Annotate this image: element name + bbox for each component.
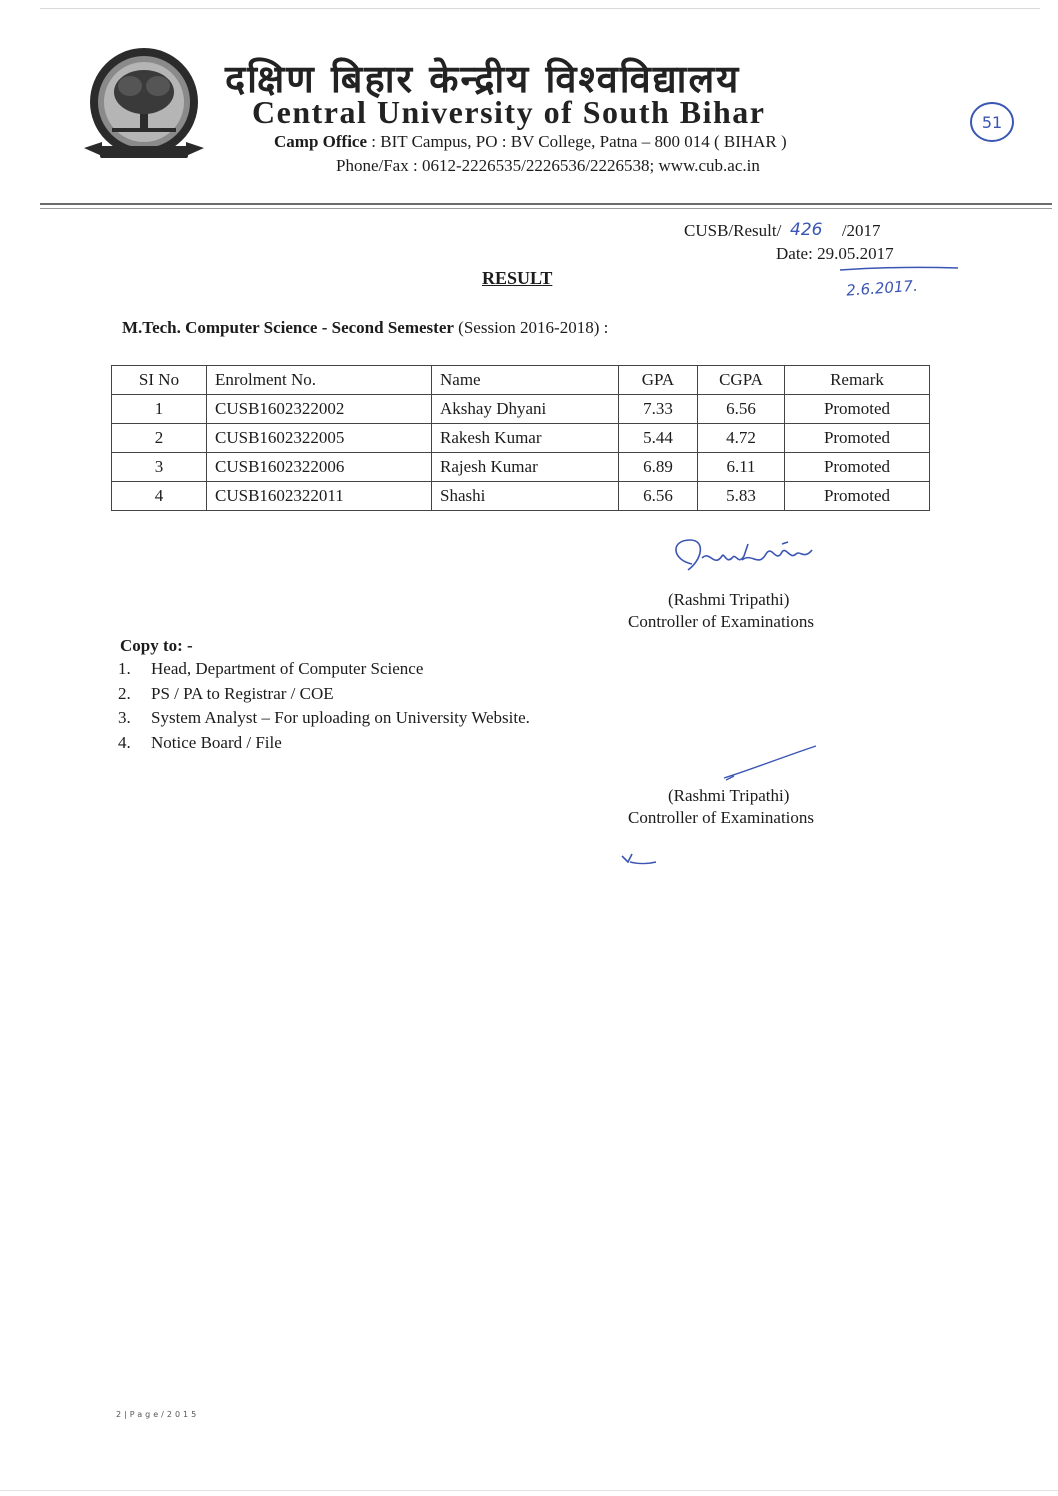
list-item xyxy=(118,708,530,733)
table-row xyxy=(112,482,930,511)
cell-sl-no: 2 xyxy=(112,424,207,453)
cell-cgpa: 6.56 xyxy=(698,395,785,424)
list-item-text: PS / PA to Registrar / COE xyxy=(151,683,334,703)
university-name-hindi: दक्षिण बिहार केन्द्रीय विश्वविद्यालय xyxy=(225,57,741,101)
table-header-row xyxy=(112,366,930,395)
cell-cgpa: 5.83 xyxy=(698,482,785,511)
column-header-enrolment: Enrolment No. xyxy=(207,366,432,395)
camp-office-label: Camp Office xyxy=(274,132,368,151)
cell-remark: Promoted xyxy=(785,453,930,482)
cell-enrolment: CUSB1602322011 xyxy=(207,482,432,511)
reference-number xyxy=(684,218,881,241)
list-item-text: Head, Department of Computer Science xyxy=(151,659,424,678)
cell-gpa: 6.89 xyxy=(619,453,698,482)
signatory-title-copy: Controller of Examinations xyxy=(628,808,815,827)
contact-line: Phone/Fax : 0612-2226535/2226536/2226538; www.cub.ac.in xyxy=(336,156,760,175)
issue-date: Date: 29.05.2017 xyxy=(776,244,894,263)
top-border-line xyxy=(40,8,1040,9)
cell-name: Shashi xyxy=(432,482,619,511)
pen-mark xyxy=(618,848,658,868)
list-item xyxy=(118,733,530,758)
cell-enrolment: CUSB1602322002 xyxy=(207,395,432,424)
cell-cgpa: 6.11 xyxy=(698,453,785,482)
cell-name: Rajesh Kumar xyxy=(432,453,619,482)
list-item-number: 1. xyxy=(118,659,131,678)
cell-sl-no: 1 xyxy=(112,395,207,424)
column-header-gpa: GPA xyxy=(619,366,698,395)
reference-suffix: /2017 xyxy=(837,221,881,240)
table-row xyxy=(112,424,930,453)
header-divider xyxy=(40,203,1052,205)
reference-prefix: CUSB/Result/ xyxy=(684,221,786,240)
column-header-name: Name xyxy=(432,366,619,395)
result-subject xyxy=(122,318,608,338)
university-name-english: Central University of South Bihar xyxy=(252,94,766,130)
column-header-remark: Remark xyxy=(785,366,930,395)
cell-gpa: 7.33 xyxy=(619,395,698,424)
camp-office-text: : BIT Campus, PO : BV College, Patna – 800 014 ( BIHAR ) xyxy=(367,132,787,151)
university-emblem-logo xyxy=(82,44,206,168)
handwritten-reference-number xyxy=(786,218,838,240)
cell-name: Rakesh Kumar xyxy=(432,424,619,453)
copy-to-heading: Copy to: - xyxy=(120,636,193,655)
cell-gpa: 6.56 xyxy=(619,482,698,511)
list-item-text: System Analyst – For uploading on University Website. xyxy=(151,708,530,727)
table-row xyxy=(112,395,930,424)
camp-office-address xyxy=(274,132,787,152)
cell-sl-no: 4 xyxy=(112,482,207,511)
handwritten-date-text: 2.6.2017. xyxy=(845,276,919,300)
handwritten-reference-text: 426 xyxy=(789,220,823,240)
cell-gpa: 5.44 xyxy=(619,424,698,453)
list-item-text: Notice Board / File xyxy=(151,732,282,752)
subject-session: (Session 2016-2018) : xyxy=(453,318,609,337)
bottom-border-line xyxy=(0,1490,1058,1491)
page-footer: 2|Page/2015 xyxy=(116,1410,200,1419)
header-divider-thin xyxy=(40,208,1052,209)
document-heading: RESULT xyxy=(482,268,553,288)
initial-signature-stroke xyxy=(720,744,820,784)
handwritten-date xyxy=(838,264,978,300)
list-item-number: 2. xyxy=(118,683,131,703)
cell-name: Akshay Dhyani xyxy=(432,395,619,424)
cell-remark: Promoted xyxy=(785,424,930,453)
list-item-number: 4. xyxy=(118,732,131,752)
list-item-number: 3. xyxy=(118,708,131,727)
stamp-number: 51 xyxy=(981,113,1003,132)
cell-remark: Promoted xyxy=(785,395,930,424)
cell-enrolment: CUSB1602322006 xyxy=(207,453,432,482)
table-row xyxy=(112,453,930,482)
result-table xyxy=(111,365,930,511)
column-header-sl-no: SI No xyxy=(112,366,207,395)
cell-sl-no: 3 xyxy=(112,453,207,482)
cell-cgpa: 4.72 xyxy=(698,424,785,453)
list-item xyxy=(118,659,530,684)
copy-to-list xyxy=(118,659,530,757)
column-header-cgpa: CGPA xyxy=(698,366,785,395)
signatory-title: Controller of Examinations xyxy=(628,612,815,631)
handwritten-signature xyxy=(662,530,862,586)
list-item xyxy=(118,684,530,709)
cell-enrolment: CUSB1602322005 xyxy=(207,424,432,453)
signatory-name: (Rashmi Tripathi) xyxy=(668,590,790,609)
handwritten-page-number-stamp xyxy=(968,100,1016,144)
signatory-name-copy: (Rashmi Tripathi) xyxy=(668,786,790,805)
cell-remark: Promoted xyxy=(785,482,930,511)
subject-program: M.Tech. Computer Science - Second Semester xyxy=(122,318,454,337)
